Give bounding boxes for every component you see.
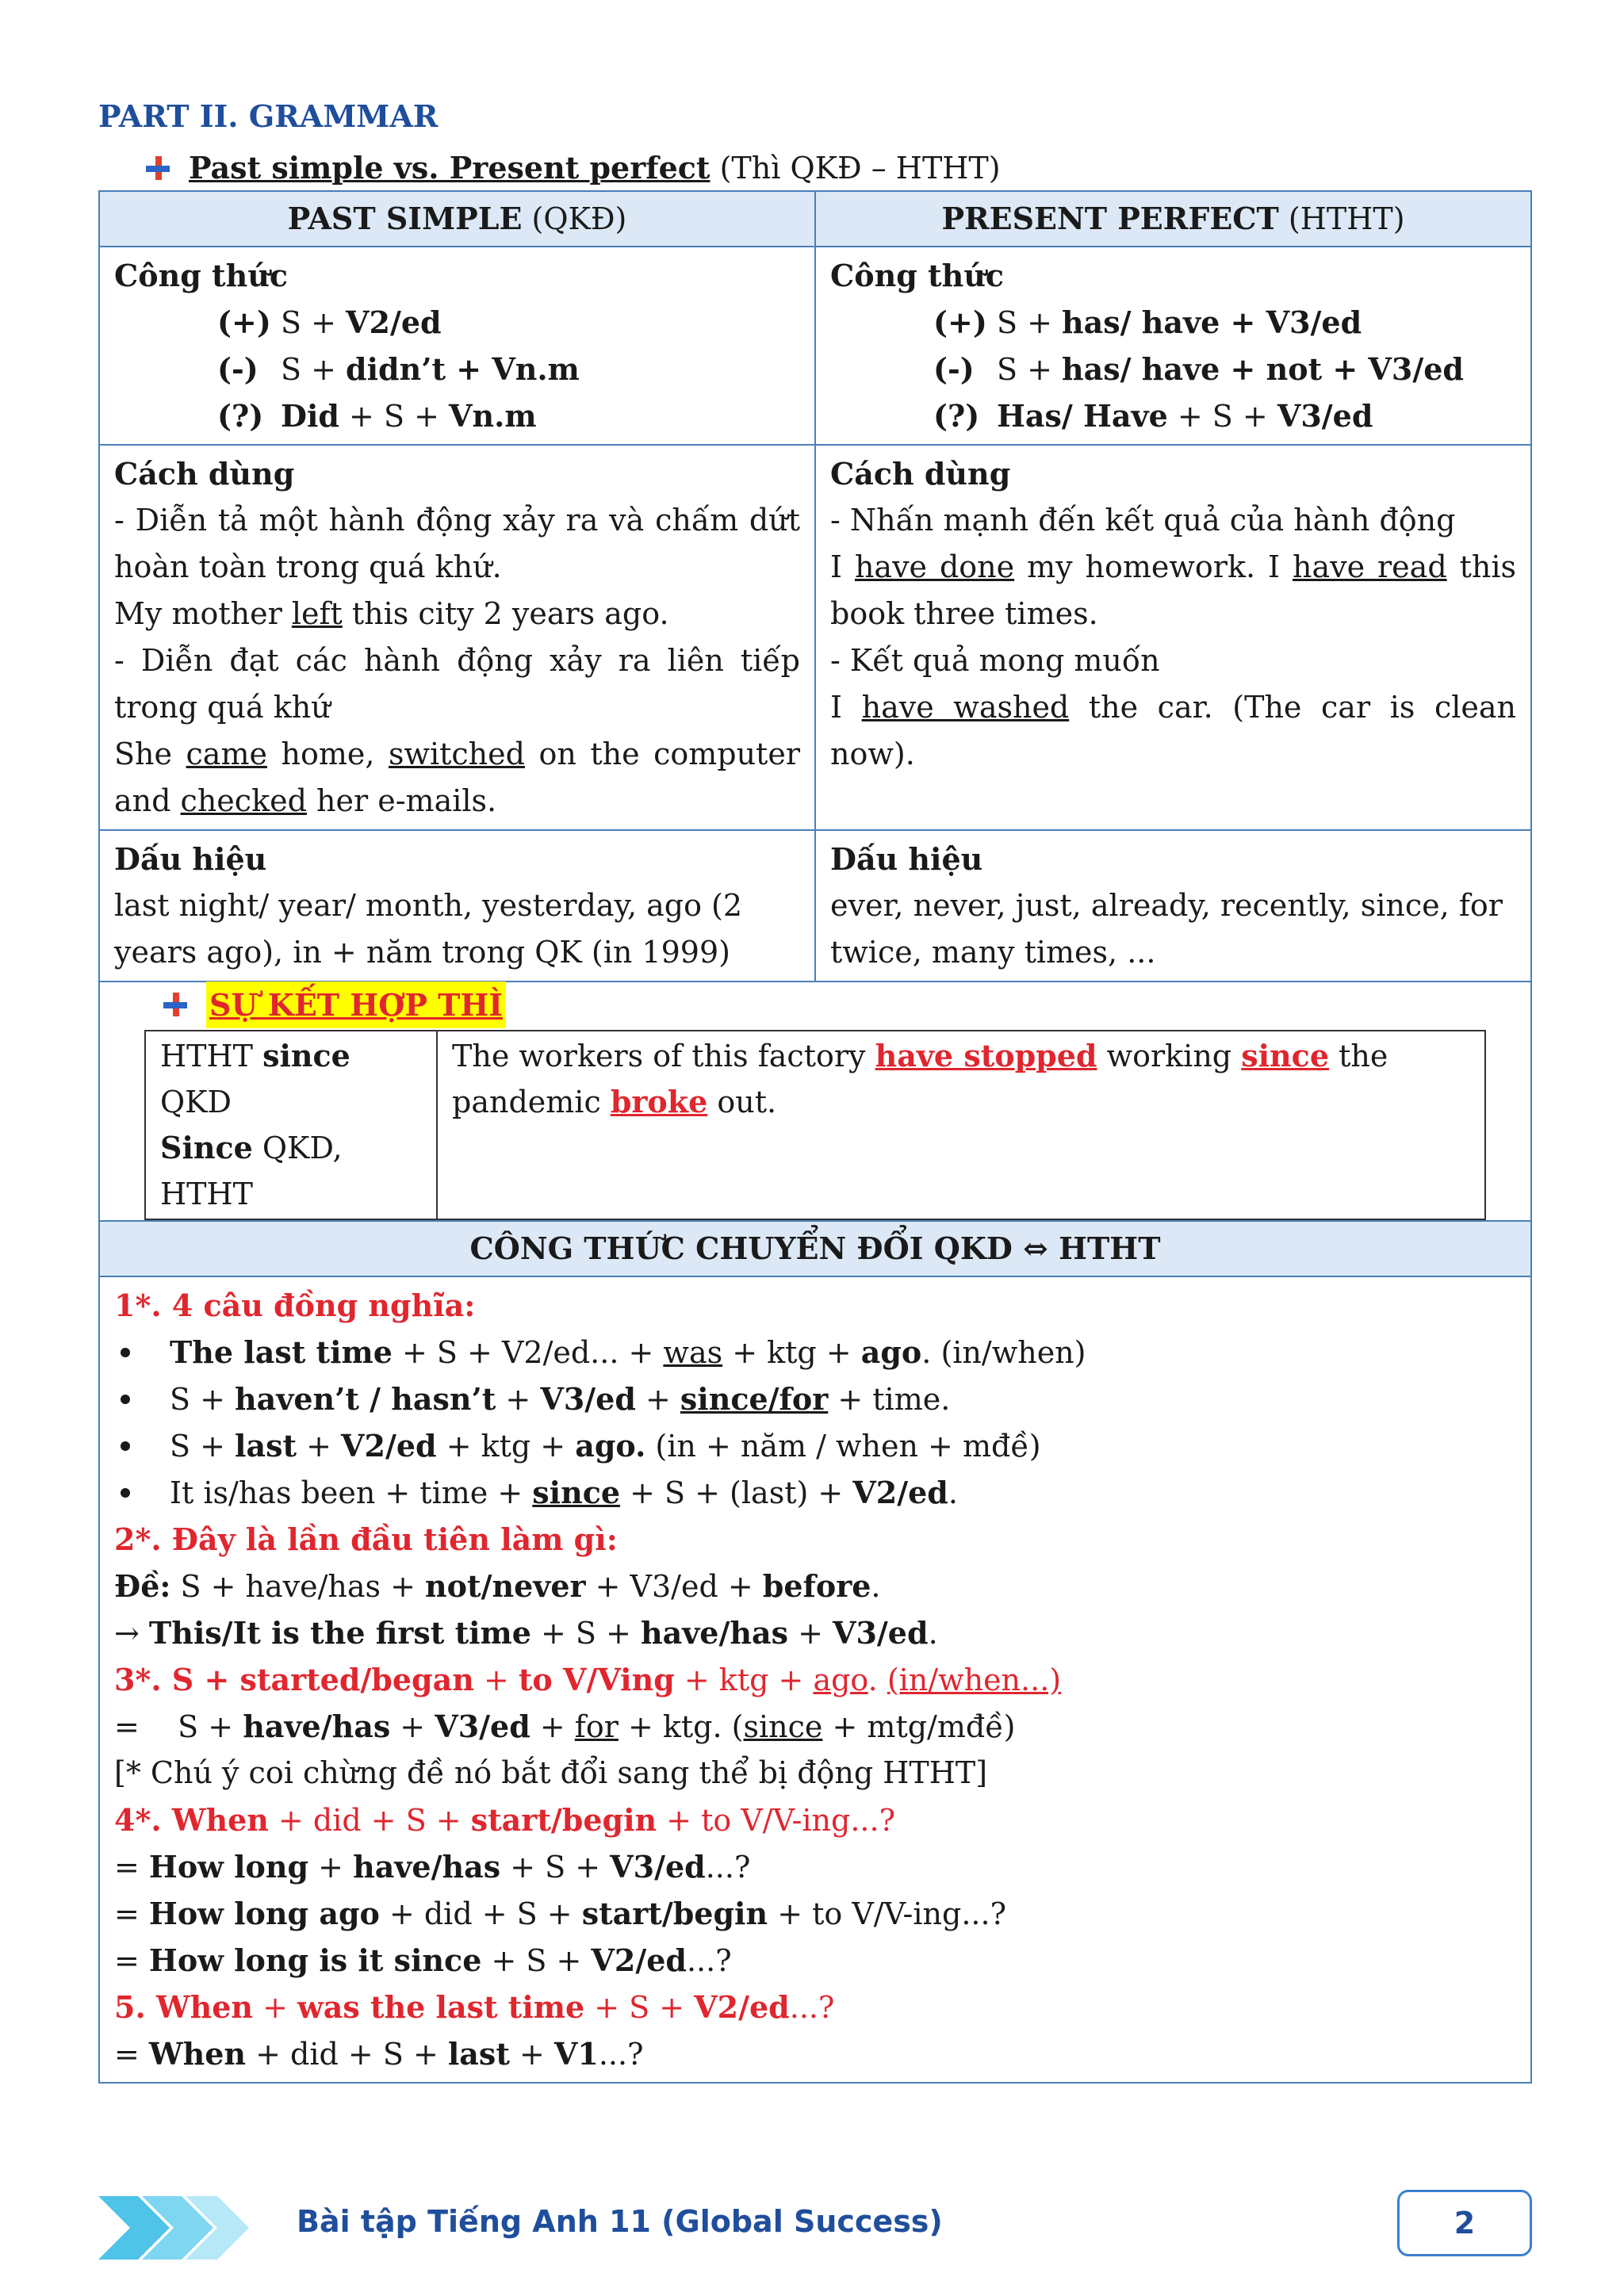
document-page [98, 94, 1532, 2084]
text-line: = How long + have/has + S + V3/ed...? [114, 1849, 751, 1885]
ps-signs-text: last night/ year/ month, yesterday, ago (2 years ago), in + năm trong QK (in 1999) [114, 888, 743, 970]
combo-section [99, 982, 1531, 1221]
combo-table [144, 1030, 1486, 1220]
bullet-cross-icon [163, 993, 187, 1016]
pp-usage-line: - Nhấn mạnh đến kết quả của hành động [830, 503, 1456, 538]
text-line: Đề: S + have/has + not/never + V3/ed + before. [114, 1568, 881, 1604]
usage-title: Cách dùng [114, 456, 295, 492]
list-item: The last time + S + V2/ed... + was + ktg + ago. (in/when) [114, 1329, 1516, 1376]
footer [98, 2190, 1532, 2258]
subhead-label: Past simple vs. Present perfect [189, 150, 710, 186]
page-number: 2 [1397, 2190, 1532, 2256]
signs-title: Dấu hiệu [830, 841, 983, 877]
section-2-title: 2*. Đây là lần đầu tiên làm gì: [114, 1521, 618, 1557]
subhead [146, 146, 1532, 190]
ps-formula-row: (-) S + didn’t + Vn.m [217, 351, 580, 387]
section-3-title: 3*. S + started/began + to V/Ving + ktg + ago. (in/when...) [114, 1662, 1062, 1697]
list-item: It is/has been + time + since + S + (last) + V2/ed. [114, 1469, 1516, 1516]
formula-title: Công thức [114, 258, 288, 293]
header-present-perfect: PRESENT PERFECT (HTHT) [815, 191, 1531, 247]
section-1-title: 1*. 4 câu đồng nghĩa: [114, 1288, 476, 1323]
section-5-title: 5. When + was the last time + S + V2/ed...? [114, 1989, 835, 2025]
footer-title: Bài tập Tiếng Anh 11 (Global Success) [297, 2204, 943, 2239]
text-line: = When + did + S + last + V1...? [114, 2036, 644, 2072]
bullet-cross-icon [146, 156, 170, 180]
ps-usage-cell [99, 445, 815, 830]
signs-title: Dấu hiệu [114, 841, 267, 877]
ps-signs-cell [99, 830, 815, 982]
grammar-table [98, 190, 1532, 2084]
text-line: [* Chú ý coi chừng đề nó bắt đổi sang thể bị động HTHT] [114, 1755, 988, 1790]
pp-formula-row: (-) S + has/ have + not + V3/ed [933, 351, 1464, 387]
subhead-note: (Thì QKĐ – HTHT) [719, 151, 1001, 186]
ps-formula-row: (?) Did + S + Vn.m [217, 398, 537, 434]
conversion-body [99, 1276, 1531, 2083]
pp-usage-example: I have washed the car. (The car is clean now). [830, 690, 1517, 771]
formula-title: Công thức [830, 258, 1004, 293]
ps-usage-example: My mother left this city 2 years ago. [114, 596, 669, 631]
text-line: = S + have/has + V3/ed + for + ktg. (since + mtg/mđề) [114, 1709, 1016, 1744]
pp-formula-row: (+) S + has/ have + V3/ed [933, 304, 1362, 340]
pp-formula-row: (?) Has/ Have + S + V3/ed [933, 398, 1373, 434]
ps-formula-row: (+) S + V2/ed [217, 304, 442, 340]
part-title: PART II. GRAMMAR [98, 98, 439, 134]
ps-usage-line: - Diễn đạt các hành động xảy ra liên tiếp trong quá khứ [114, 643, 800, 725]
pp-formula-cell [815, 247, 1531, 445]
combo-title: SỰ KẾT HỢP THÌ [206, 982, 506, 1028]
ps-usage-line: - Diễn tả một hành động xảy ra và chấm dứt hoàn toàn trong quá khứ. [114, 503, 800, 584]
conversion-header: CÔNG THỨC CHUYỂN ĐỔI QKD ⇔ HTHT [99, 1221, 1531, 1276]
text-line: = How long ago + did + S + start/begin + to V/V-ing...? [114, 1896, 1006, 1931]
text-line: → This/It is the first time + S + have/has + V3/ed. [114, 1615, 938, 1651]
pp-usage-cell [815, 445, 1531, 830]
chevron-arrows-icon [98, 2196, 257, 2260]
ps-formula-cell [99, 247, 815, 445]
ps-usage-example: She came home, switched on the computer and checked her e-mails. [114, 737, 800, 818]
combo-heading [100, 982, 1530, 1027]
combo-right: The workers of this factory have stopped working since the pandemic broke out. [437, 1031, 1485, 1219]
pp-signs-cell [815, 830, 1531, 982]
pp-signs-text: ever, never, just, already, recently, since, for twice, many times, ... [830, 888, 1503, 970]
header-past-simple: PAST SIMPLE (QKĐ) [99, 191, 815, 247]
section-4-title: 4*. When + did + S + start/begin + to V/V-ing...? [114, 1802, 895, 1838]
usage-title: Cách dùng [830, 456, 1011, 492]
combo-left: HTHT since QKD Since QKD, HTHT [145, 1031, 437, 1219]
pp-usage-example: I have done my homework. I have read this book three times. [830, 549, 1516, 631]
text-line: = How long is it since + S + V2/ed...? [114, 1942, 732, 1978]
list-item: S + last + V2/ed + ktg + ago. (in + năm / when + mđề) [114, 1422, 1516, 1469]
list-item: S + haven’t / hasn’t + V3/ed + since/for + time. [114, 1376, 1516, 1422]
pp-usage-line: - Kết quả mong muốn [830, 643, 1160, 678]
